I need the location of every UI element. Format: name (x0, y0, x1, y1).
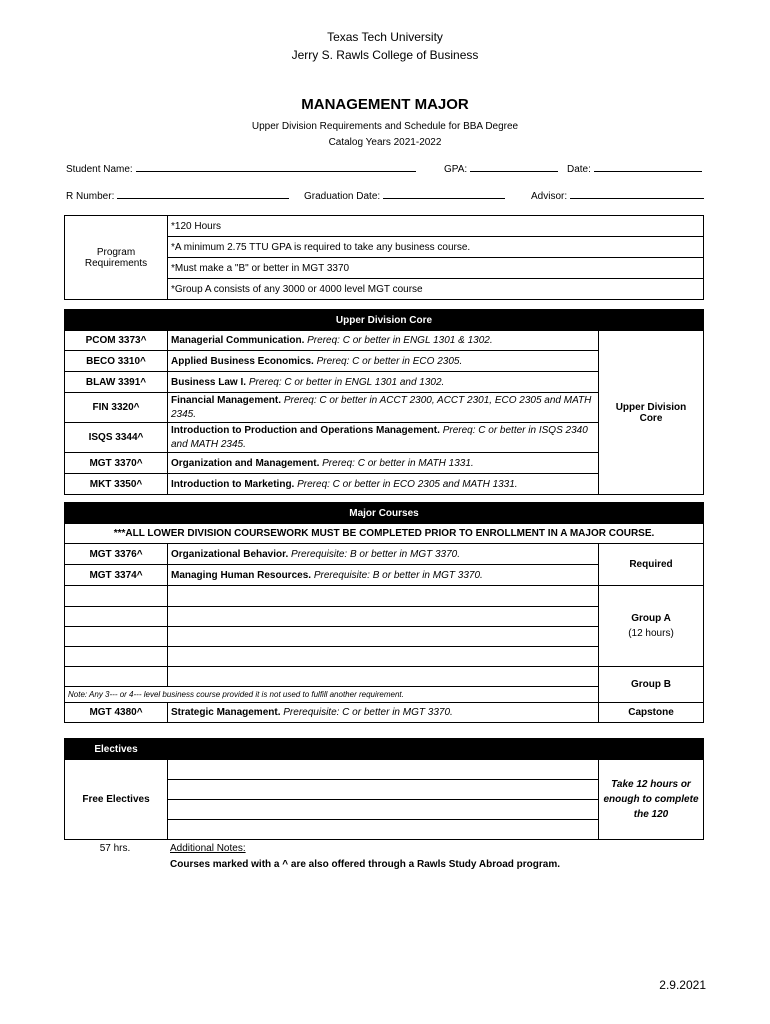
course-name: Strategic Management. (171, 707, 281, 718)
major-courses-table (64, 502, 704, 723)
course-code: MGT 3376^ (65, 544, 168, 565)
course-code: PCOM 3373^ (65, 331, 168, 351)
student-name-line (136, 171, 416, 172)
program-label-line2: Requirements (84, 257, 148, 269)
requirement-item: *A minimum 2.75 TTU GPA is required to take any business course. (168, 237, 704, 258)
advisor-line (570, 198, 704, 199)
empty-course-code[interactable] (65, 607, 168, 627)
course-desc (168, 351, 599, 372)
course-code: MGT 4380^ (65, 703, 168, 723)
date-field[interactable] (567, 164, 702, 175)
student-name-label: Student Name: (66, 164, 133, 175)
gpa-line (470, 171, 558, 172)
course-prereq: Prerequisite: B or better in MGT 3370. (291, 548, 461, 560)
empty-course-code[interactable] (65, 627, 168, 647)
empty-course-desc[interactable] (168, 647, 599, 667)
course-prereq: Prereq: C or better in ECO 2305. (316, 355, 463, 367)
empty-course-code[interactable] (65, 667, 168, 687)
graduation-date-label: Graduation Date: (304, 191, 381, 202)
core-side-label (599, 331, 704, 495)
program-label-line1: Program (96, 246, 136, 258)
electives-side-label (599, 760, 704, 840)
empty-elective[interactable] (168, 800, 599, 820)
requirement-item: *Group A consists of any 3000 or 4000 level MGT course (168, 279, 704, 300)
group-a-hours: (12 hours) (628, 628, 674, 639)
course-name: Applied Business Economics. (171, 355, 314, 367)
empty-elective[interactable] (168, 760, 599, 780)
requirement-item: *120 Hours (168, 216, 704, 237)
course-prereq: Prereq: C or better in ACCT 2300, ACCT 2301, ECO 2305 and MATH 2345. (171, 394, 592, 420)
course-prereq: Prereq: C or better in ENGL 1301 & 1302. (307, 335, 493, 346)
page-subtitle: Upper Division Requirements and Schedule for BBA Degree (251, 121, 519, 132)
course-code: MGT 3374^ (65, 565, 168, 586)
group-b-label: Group B (599, 667, 704, 703)
r-number-line (117, 198, 289, 199)
major-notice: ***ALL LOWER DIVISION COURSEWORK MUST BE COMPLETED PRIOR TO ENROLLMENT IN A MAJOR COURSE. (65, 524, 704, 544)
gpa-label: GPA: (444, 164, 468, 175)
r-number-label: R Number: (66, 191, 115, 202)
course-name: Business Law I. (171, 376, 247, 388)
course-code: FIN 3320^ (65, 393, 168, 423)
course-prereq: Prereq: C or better in ECO 2305 and MATH 1331. (297, 478, 518, 490)
additional-notes-text: Courses marked with a ^ are also offered through a Rawls Study Abroad program. (170, 859, 560, 870)
course-name: Organization and Management. (171, 457, 320, 469)
course-code: MGT 3370^ (65, 453, 168, 474)
student-name-field[interactable] (66, 164, 416, 175)
course-name: Introduction to Production and Operations Management. (171, 424, 440, 436)
empty-course-desc[interactable] (168, 607, 599, 627)
required-label: Required (599, 544, 704, 586)
footer-date: 2.9.2021 (659, 978, 706, 992)
group-b-note: Note: Any 3--- or 4--- level business course provided it is not used to fulfill another requirement. (65, 687, 599, 703)
empty-course-code[interactable] (65, 647, 168, 667)
electives-side-line3: the 120 (633, 809, 669, 820)
electives-side-line2: enough to complete (603, 794, 699, 805)
additional-notes-label: Additional Notes: (170, 843, 246, 854)
electives-heading-bar (168, 739, 704, 760)
course-name: Introduction to Marketing. (171, 478, 295, 490)
upper-division-core-table (64, 309, 704, 495)
free-electives-label: Free Electives (65, 760, 168, 840)
course-code: MKT 3350^ (65, 474, 168, 495)
university-name: Texas Tech University (327, 30, 443, 44)
page-title: MANAGEMENT MAJOR (301, 96, 469, 113)
group-a-title: Group A (631, 613, 671, 624)
electives-table (64, 738, 704, 840)
course-desc (168, 393, 599, 423)
program-requirements-label (65, 216, 168, 300)
college-name: Jerry S. Rawls College of Business (291, 48, 479, 62)
catalog-years: Catalog Years 2021-2022 (328, 137, 442, 148)
course-desc (168, 372, 599, 393)
course-desc (168, 565, 599, 586)
course-code: BECO 3310^ (65, 351, 168, 372)
graduation-date-field[interactable] (304, 191, 505, 202)
empty-course-desc[interactable] (168, 627, 599, 647)
gpa-field[interactable] (444, 164, 558, 175)
course-name: Financial Management. (171, 394, 282, 406)
advisor-label: Advisor: (531, 191, 568, 202)
core-heading: Upper Division Core (65, 310, 704, 331)
empty-elective[interactable] (168, 820, 599, 840)
major-heading: Major Courses (65, 503, 704, 524)
course-desc (168, 703, 599, 723)
requirement-item: *Must make a "B" or better in MGT 3370 (168, 258, 704, 279)
empty-elective[interactable] (168, 780, 599, 800)
core-side-line2: Core (639, 412, 663, 424)
course-prereq: Prerequisite: C or better in MGT 3370. (283, 707, 453, 718)
empty-course-code[interactable] (65, 586, 168, 607)
empty-course-desc[interactable] (168, 667, 599, 687)
empty-course-desc[interactable] (168, 586, 599, 607)
capstone-label: Capstone (599, 703, 704, 723)
course-prereq: Prereq: C or better in ENGL 1301 and 1302. (248, 376, 445, 388)
course-desc (168, 331, 599, 351)
core-side-line1: Upper Division (615, 401, 687, 413)
electives-heading: Electives (65, 739, 168, 760)
advisor-field[interactable] (531, 191, 704, 202)
course-desc (168, 544, 599, 565)
date-label: Date: (567, 164, 591, 175)
electives-side-line1: Take 12 hours or (611, 779, 691, 790)
r-number-field[interactable] (66, 191, 289, 202)
course-desc (168, 453, 599, 474)
course-prereq: Prereq: C or better in ISQS 2340 and MATH 2345. (171, 424, 588, 450)
course-code: ISQS 3344^ (65, 423, 168, 453)
program-requirements-table (64, 215, 704, 300)
course-prereq: Prerequisite: B or better in MGT 3370. (313, 569, 483, 581)
group-a-label (599, 586, 704, 667)
course-desc (168, 474, 599, 495)
graduation-date-line (383, 198, 505, 199)
elective-hours: 57 hrs. (99, 843, 131, 854)
date-line (594, 171, 702, 172)
course-name: Managing Human Resources. (171, 569, 312, 581)
course-name: Managerial Communication. (171, 335, 305, 346)
course-code: BLAW 3391^ (65, 372, 168, 393)
course-name: Organizational Behavior. (171, 548, 289, 560)
course-desc (168, 423, 599, 453)
course-prereq: Prereq: C or better in MATH 1331. (322, 457, 474, 469)
